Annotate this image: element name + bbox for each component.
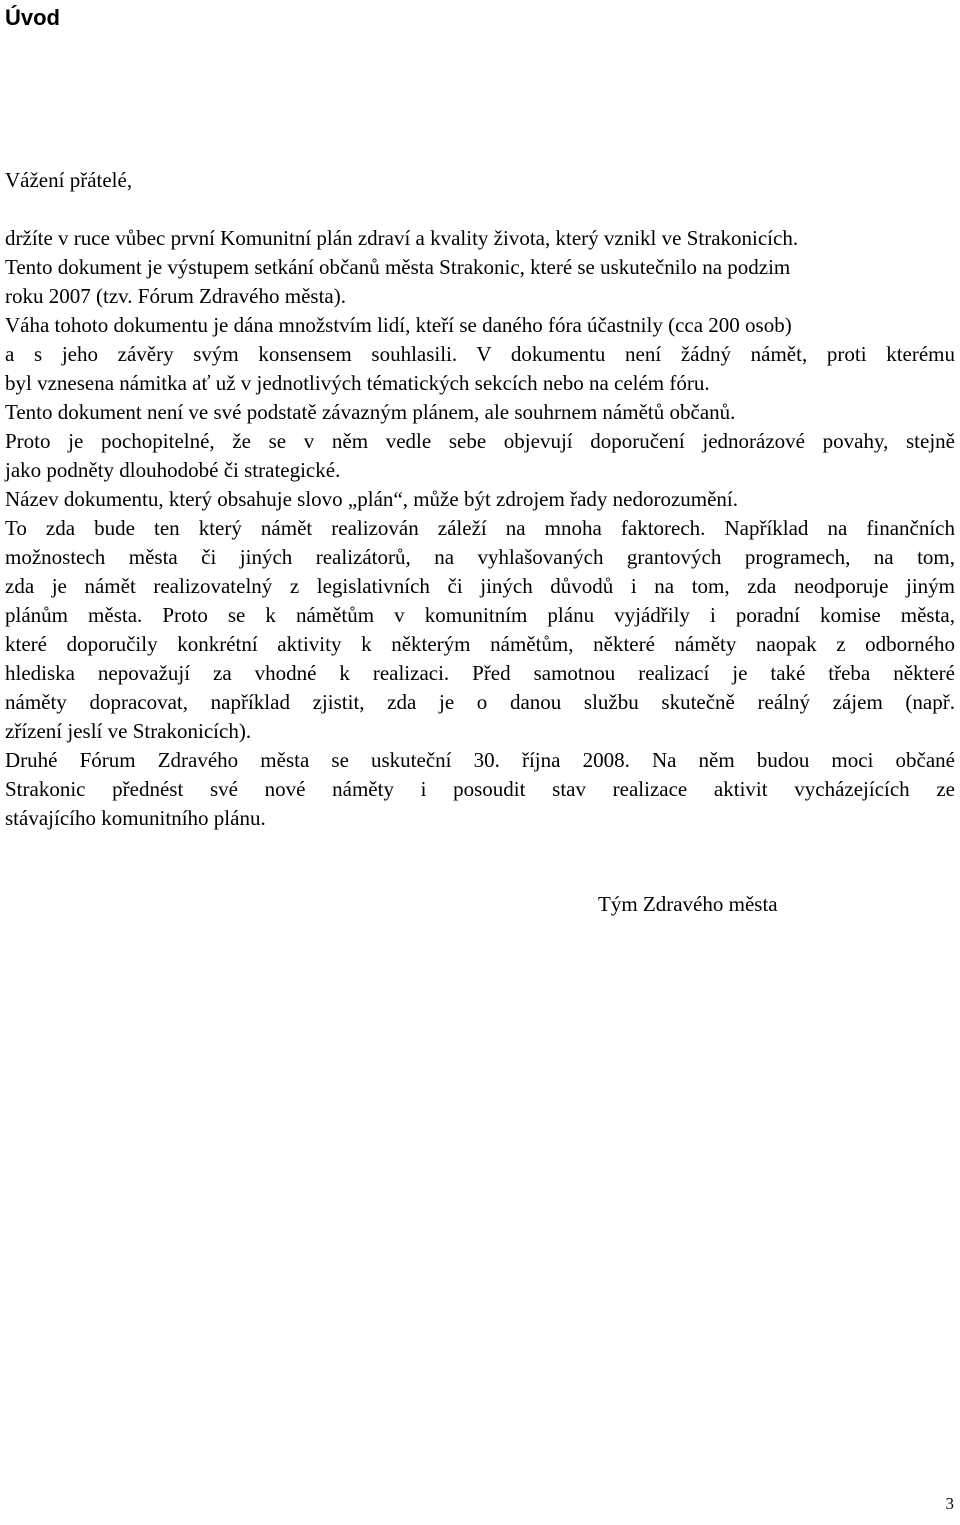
- text-line: a s jeho závěry svým konsensem souhlasili. V dokumentu není žádný námět, proti kterému: [5, 342, 955, 366]
- text-line: možnostech města či jiných realizátorů, na vyhlašovaných grantových programech, na tom,: [5, 545, 955, 569]
- text-line: zda je námět realizovatelný z legislativních či jiných důvodů i na tom, zda neodporuje jiným: [5, 574, 955, 598]
- text-line: hlediska nepovažují za vhodné k realizaci. Před samotnou realizací je také třeba některé: [5, 661, 955, 685]
- text-line: Druhé Fórum Zdravého města se uskuteční 30. října 2008. Na něm budou moci občané: [5, 748, 955, 772]
- signature: Tým Zdravého města: [598, 892, 778, 916]
- text-line: Váha tohoto dokumentu je dána množstvím lidí, kteří se daného fóra účastnily (cca 200 osob): [5, 313, 792, 337]
- text-line: Strakonic přednést své nové náměty i posoudit stav realizace aktivit vycházejících ze: [5, 777, 955, 801]
- text-line: Název dokumentu, který obsahuje slovo „plán“, může být zdrojem řady nedorozumění.: [5, 487, 739, 511]
- text-line: stávajícího komunitního plánu.: [5, 806, 266, 830]
- text-line: Proto je pochopitelné, že se v něm vedle sebe objevují doporučení jednorázové povahy, stejně: [5, 429, 955, 453]
- text-line: byl vznesena námitka ať už v jednotlivých tématických sekcích nebo na celém fóru.: [5, 371, 710, 395]
- text-line: zřízení jeslí ve Strakonicích).: [5, 719, 252, 743]
- text-line: roku 2007 (tzv. Fórum Zdravého města).: [5, 284, 346, 308]
- salutation: Vážení přátelé,: [5, 168, 133, 192]
- text-line: plánům města. Proto se k námětům v komunitním plánu vyjádřily i poradní komise města,: [5, 603, 955, 627]
- text-line: jako podněty dlouhodobé či strategické.: [5, 458, 341, 482]
- text-line: které doporučily konkrétní aktivity k některým námětům, některé náměty naopak z odborného: [5, 632, 955, 656]
- page-number: 3: [945, 1494, 954, 1513]
- text-line: držíte v ruce vůbec první Komunitní plán zdraví a kvality života, který vznikl ve Strakonicích.: [5, 226, 799, 250]
- text-line: To zda bude ten který námět realizován záleží na mnoha faktorech. Například na finančních: [5, 516, 955, 540]
- text-line: Tento dokument není ve své podstatě závazným plánem, ale souhrnem námětů občanů.: [5, 400, 736, 424]
- body-text: [5, 224, 955, 833]
- text-line: Tento dokument je výstupem setkání občanů města Strakonic, které se uskutečnilo na podzim: [5, 255, 791, 279]
- page-heading: Úvod: [5, 5, 60, 30]
- text-line: náměty dopracovat, například zjistit, zda je o danou službu skutečně reálný zájem (např.: [5, 690, 955, 714]
